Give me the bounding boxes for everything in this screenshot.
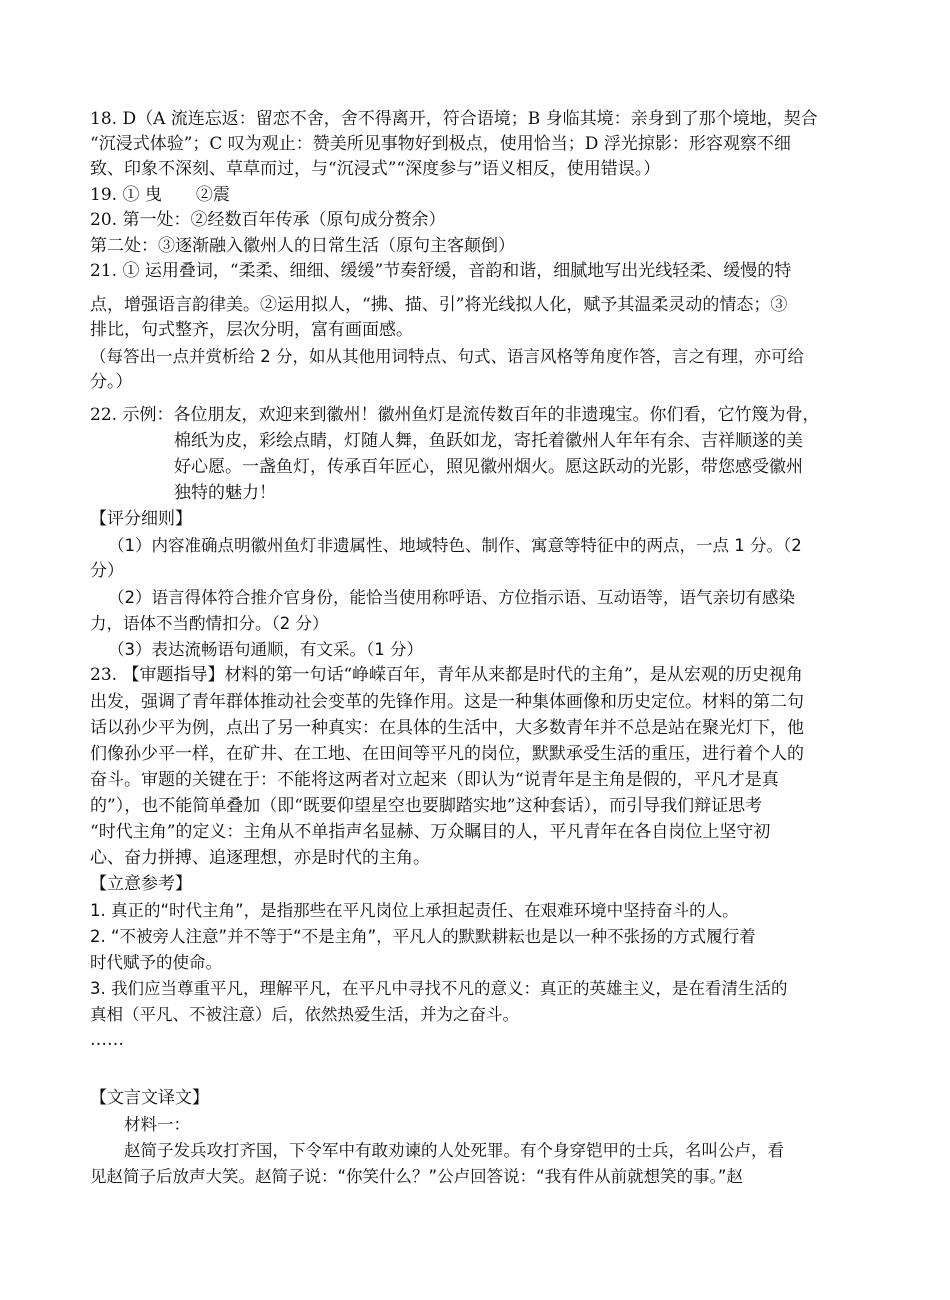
thesis-2-line-1: 2. “不被旁人注意”并不等于“不是主角”，平凡人的默默耕耘也是以一种不张扬的方式履行着 [90, 927, 756, 946]
answer-22-line-4: 独特的魅力！ [174, 483, 276, 503]
answer-21-scoring-line-1: （每答出一点并赏析给 2 分，如从其他用词特点、句式、语言风格等角度作答，言之有理，亦可给 [90, 347, 804, 366]
answer-23-line-4: 们像孙少平一样，在矿井、在工地、在田间等平凡的岗位，默默承受生活的重压，进行着个人的 [90, 744, 804, 764]
answer-23-line-6: 的”），也不能简单叠加（即“既要仰望星空也要脚踏实地”这种套话），而引导我们辩证思考 [90, 796, 763, 816]
answer-19: 19. ① 曳 ②震 [90, 185, 230, 205]
answer-23-line-7: “时代主角”的定义：主角从不单指声名显赫、万众瞩目的人，平凡青年在各自岗位上坚守初 [90, 822, 771, 842]
answer-18-line-2: “沉浸式体验”；C 叹为观止：赞美所见事物好到极点，使用恰当；D 浮光掠影：形容观察不细 [90, 134, 791, 154]
thesis-2-line-2: 时代赋予的使命。 [90, 953, 222, 972]
scoring-rule-2-line-1: （2）语言得体符合推介官身份，能恰当使用称呼语、方位指示语、互动语等，语气亲切有感染 [108, 588, 795, 607]
material-one-label: 材料一： [124, 1115, 190, 1134]
answer-23-line-5: 奋斗。审题的关键在于：不能将这两者对立起来（即认为“说青年是主角是假的，平凡才是真 [90, 770, 779, 790]
translation-line-1: 赵简子发兵攻打齐国，下令军中有敢劝谏的人处死罪。有个身穿铠甲的士兵，名叫公卢，看 [124, 1141, 784, 1160]
scoring-rule-1-line-2: 分） [90, 561, 124, 581]
answer-20-line-1: 20. 第一处：②经数百年传承（原句成分赘余） [90, 210, 446, 230]
scoring-rule-2-line-2: 力，语体不当酌情扣分。（2 分） [90, 614, 329, 633]
answer-22-line-1: 22. 示例：各位朋友，欢迎来到徽州！徽州鱼灯是流传数百年的非遗瑰宝。你们看，它竹篾为骨， [90, 405, 820, 425]
answer-21-line-3: 排比，句式整齐，层次分明，富有画面感。 [90, 320, 413, 340]
classical-translation-heading: 【文言文译文】 [90, 1088, 209, 1108]
answer-18-line-3: 致、印象不深刻、草草而过，与“沉浸式”“深度参与”语义相反，使用错误。） [90, 159, 661, 179]
answer-21-line-1: 21. ① 运用叠词，“柔柔、细细、缓缓”节奏舒缓，音韵和谐，细腻地写出光线轻柔、缓慢的特 [90, 261, 792, 281]
thesis-1: 1. 真正的“时代主角”，是指那些在平凡岗位上承担起责任、在艰难环境中坚持奋斗的人。 [90, 901, 739, 920]
scoring-rule-3: （3）表达流畅语句通顺，有文采。（1 分） [108, 640, 423, 659]
answer-23-line-1: 23. 【审题指导】材料的第一句话“峥嵘百年，青年从来都是时代的主角”，是从宏观的历史视角 [90, 665, 803, 685]
answer-23-line-2: 出发，强调了青年群体推动社会变革的先锋作用。这是一种集体画像和历史定位。材料的第二句 [90, 692, 804, 712]
answer-23-line-8: 心、奋力拼搏、追逐理想，亦是时代的主角。 [90, 848, 430, 868]
scoring-rules-heading: 【评分细则】 [90, 509, 192, 529]
thesis-3-line-2: 真相（平凡、不被注意）后，依然热爱生活，并为之奋斗。 [90, 1005, 519, 1024]
scoring-rule-1-line-1: （1）内容准确点明徽州鱼灯非遗属性、地域特色、制作、寓意等特征中的两点，一点 1 分。（2 [108, 536, 802, 555]
answer-18-line-1: 18. D（A 流连忘返：留恋不舍，舍不得离开，符合语境；B 身临其境：亲身到了那个境地，契合 [90, 109, 818, 129]
answer-22-line-3: 好心愿。一盏鱼灯，传承百年匠心，照见徽州烟火。愿这跃动的光影，带您感受徽州 [174, 457, 803, 477]
thesis-3-line-1: 3. 我们应当尊重平凡，理解平凡，在平凡中寻找不凡的意义：真正的英雄主义，是在看清生活的 [90, 979, 788, 998]
translation-line-2: 见赵简子后放声大笑。赵简子说：“你笑什么？”公卢回答说：“我有件从前就想笑的事。”赵 [90, 1167, 743, 1186]
answer-21-line-2: 点，增强语言韵律美。②运用拟人，“拂、描、引”将光线拟人化，赋予其温柔灵动的情态；③ [90, 295, 788, 315]
answer-20-line-2: 第二处：③逐渐融入徽州人的日常生活（原句主客颠倒） [90, 236, 515, 256]
ellipsis: …… [90, 1030, 124, 1050]
answer-21-scoring-line-2: 分。） [90, 372, 133, 392]
answer-23-line-3: 话以孙少平为例，点出了另一种真实：在具体的生活中，大多数青年并不总是站在聚光灯下，他 [90, 718, 804, 738]
thesis-reference-heading: 【立意参考】 [90, 874, 192, 894]
answer-22-line-2: 棉纸为皮，彩绘点睛，灯随人舞，鱼跃如龙，寄托着徽州人年年有余、吉祥顺遂的美 [174, 431, 803, 451]
